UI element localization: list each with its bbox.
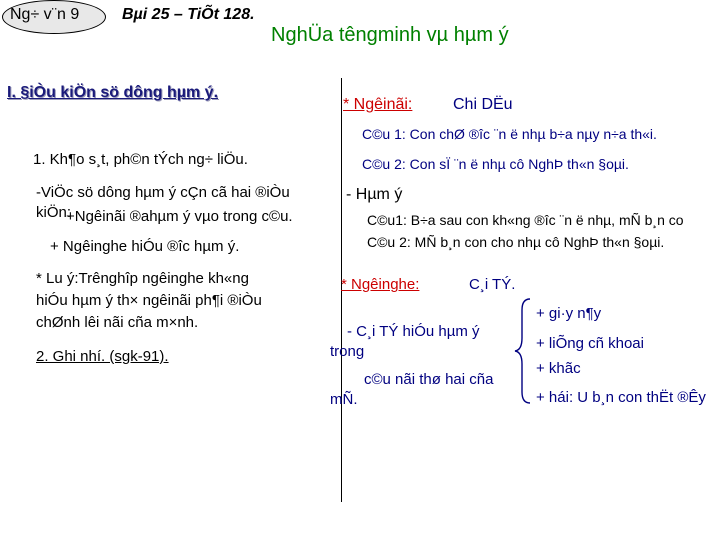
page-title: NghÜa têngminh vµ hµm ý [271, 24, 509, 46]
remember-heading: 2. Ghi nhí. (sgk-91). [36, 348, 169, 365]
quote-1: C©u 1: Con chØ ®îc ¨n ë nhµ b÷a nµy n÷a th«i. [362, 126, 657, 142]
listener-label: * Ngêinghe: [341, 276, 420, 293]
curly-brace [514, 298, 532, 404]
understanding-line-3: c©u nãi thø hai cña [364, 371, 494, 388]
condition-line-3: + Ngêinghe hiÓu ®îc hµm ý. [50, 238, 240, 255]
condition-line-1: -ViÖc sö dông hµm ý cÇn cã hai ®iÒu [36, 184, 290, 201]
understanding-line-1: - C¸i TÝ hiÓu hµm ý [347, 323, 480, 340]
condition-line-2b: +Ngêinãi ®ahµm ý vµo trong c©u. [66, 208, 293, 225]
speaker-label: * Ngêinãi: [343, 96, 413, 113]
implied-meaning-label: - Hµm ý [346, 186, 403, 203]
understanding-line-2: trong [330, 343, 365, 360]
lesson-number: Bµi 25 – TiÕt 128. [122, 6, 255, 23]
listener-name: C¸i TÝ. [469, 276, 516, 293]
quote-2-meaning: C©u 2: MÑ b¸n con cho nhµ cô NghÞ th«n §oµi. [367, 234, 665, 250]
note-line-2: hiÓu hµm ý th× ngêinãi ph¶i ®iÒu [36, 292, 262, 309]
reaction-2: + liÕng cñ khoai [536, 335, 644, 352]
quote-2: C©u 2: Con sÏ ¨n ë nhµ cô NghÞ th«n §oµi. [362, 156, 629, 172]
reaction-4: + hái: U b¸n con thËt ®Êy [536, 389, 706, 406]
understanding-line-4: mÑ. [330, 391, 358, 408]
note-line-3: chØnh lêi nãi cña m×nh. [36, 314, 199, 331]
reaction-1: + gi·y n¶y [536, 305, 602, 322]
class-label: Ng÷ v¨n 9 [10, 6, 80, 23]
survey-heading: 1. Kh¶o s¸t, ph©n tÝch ng÷ liÖu. [33, 151, 248, 168]
reaction-3: + khãc [536, 360, 581, 377]
condition-line-2a: kiÖn: [36, 204, 72, 221]
quote-1-meaning: C©u1: B÷a sau con kh«ng ®îc ¨n ë nhµ, mÑ b¸n co [367, 212, 684, 228]
speaker-name: Chi DËu [453, 96, 513, 113]
note-line-1: * Lu ý:Trênghîp ngêinghe kh«ng [36, 270, 249, 287]
section-1-heading: I. §iÒu kiÖn sö dông hµm ý. [7, 84, 219, 101]
